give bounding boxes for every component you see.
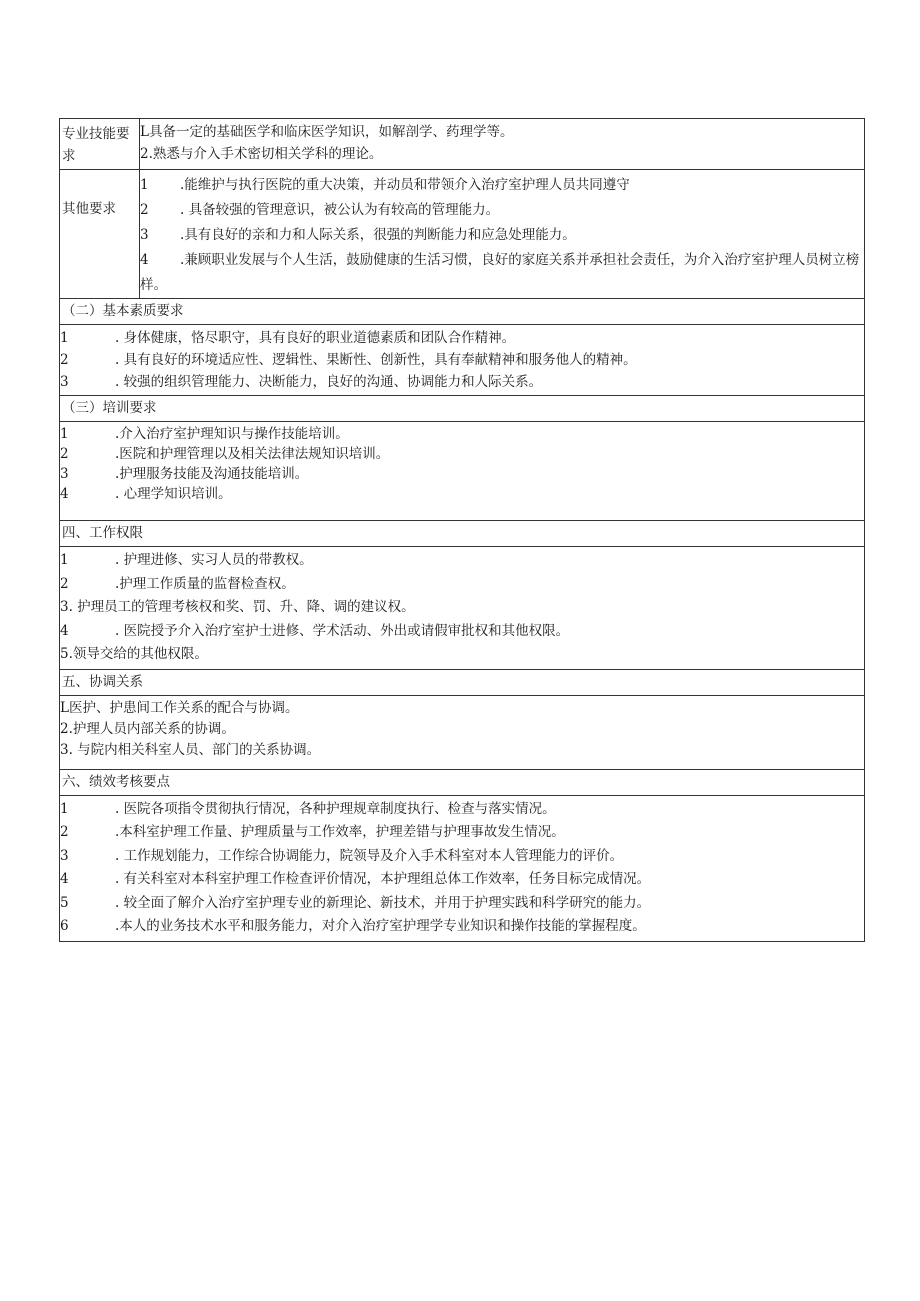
list-item: 5.领导交给的其他权限。 — [60, 646, 208, 662]
skills-line-1: L具备一定的基础医学和临床医学知识，如解剖学、药理学等。 — [140, 124, 514, 140]
list-item: L医护、护患间工作关系的配合与协调。 — [60, 699, 299, 716]
other-content — [140, 170, 865, 299]
list-item: 2 .本科室护理工作量、护理质量与工作效率，护理差错与护理事故发生情况。 — [60, 824, 565, 840]
quality-content — [60, 325, 865, 396]
training-row — [60, 422, 865, 521]
training-content — [60, 422, 865, 521]
list-item: 2 .护理工作质量的监督检查权。 — [60, 575, 295, 592]
list-item: 3 . 较强的组织管理能力、决断能力，良好的沟通、协调能力和人际关系。 — [60, 374, 543, 390]
list-item: 2 . 具备较强的管理意识，被公认为有较高的管理能力。 — [140, 202, 500, 218]
requirements-table — [59, 118, 865, 942]
list-item: 1 . 身体健康，恪尽职守，具有良好的职业道德素质和团队合作精神。 — [60, 330, 516, 346]
list-item: 3 . 工作规划能力，工作综合协调能力，院领导及介入手术科室对本人管理能力的评价。 — [60, 847, 624, 864]
list-item: 6 .本人的业务技术水平和服务能力，对介入治疗室护理学专业知识和操作技能的掌握程度。 — [60, 918, 646, 934]
performance-heading: 六、绩效考核要点 — [60, 769, 865, 795]
job-description-sheet — [59, 118, 864, 942]
list-item: 4 . 医院授予介入治疗室护士进修、学术活动、外出或请假审批权和其他权限。 — [60, 622, 570, 639]
coordination-row — [60, 695, 865, 769]
performance-heading-row — [60, 769, 865, 795]
list-item: 3 .护理服务技能及沟通技能培训。 — [60, 466, 309, 482]
coordination-heading: 五、协调关系 — [60, 669, 865, 695]
list-item: 2.护理人员内部关系的协调。 — [60, 720, 235, 737]
list-item: 1 .能维护与执行医院的重大决策，并动员和带领介入治疗室护理人员共同遵守 — [140, 177, 630, 193]
list-item: 4 . 有关科室对本科室护理工作检查评价情况，本护理组总体工作效率，任务目标完成情况。 — [60, 871, 651, 887]
skills-label: 专业技能要求 — [60, 119, 140, 170]
authority-content — [60, 547, 865, 670]
list-item: 2 . 具有良好的环境适应性、逻辑性、果断性、创新性，具有奉献精神和服务他人的精神。 — [60, 352, 637, 368]
quality-heading-row — [60, 299, 865, 325]
list-item: 3. 与院内相关科室人员、部门的关系协调。 — [60, 741, 321, 758]
skills-line-2: 2.熟悉与介入手术密切相关学科的理论。 — [140, 146, 383, 162]
list-item: 5 . 较全面了解介入治疗室护理专业的新理论、新技术，并用于护理实践和科学研究的能力。 — [60, 894, 651, 911]
authority-row — [60, 547, 865, 670]
coordination-content — [60, 695, 865, 769]
performance-content — [60, 795, 865, 941]
list-item: 1 .介入治疗室护理知识与操作技能培训。 — [60, 426, 349, 442]
list-item: 4 .兼顾职业发展与个人生活，鼓励健康的生活习惯，良好的家庭关系并承担社会责任，为介入治疗室护理人员树立榜样。 — [140, 252, 860, 293]
training-heading-row — [60, 396, 865, 422]
list-item: 1 . 医院各项指令贯彻执行情况，各种护理规章制度执行、检查与落实情况。 — [60, 800, 556, 817]
other-row — [60, 170, 865, 299]
list-item: 3 .具有良好的亲和力和人际关系，很强的判断能力和应急处理能力。 — [140, 227, 576, 243]
other-label: 其他要求 — [60, 170, 140, 299]
skills-content — [140, 119, 865, 170]
skills-row — [60, 119, 865, 170]
performance-row — [60, 795, 865, 941]
authority-heading-row — [60, 521, 865, 547]
authority-heading: 四、工作权限 — [60, 521, 865, 547]
list-item: 3. 护理员工的管理考核权和奖、罚、升、降、调的建议权。 — [60, 599, 415, 615]
quality-row — [60, 325, 865, 396]
coordination-heading-row — [60, 669, 865, 695]
quality-heading: （二）基本素质要求 — [60, 299, 865, 325]
list-item: 2 .医院和护理管理以及相关法律法规知识培训。 — [60, 446, 390, 462]
list-item: 4 . 心理学知识培训。 — [60, 486, 232, 502]
list-item: 1 . 护理进修、实习人员的带教权。 — [60, 552, 313, 568]
training-heading: （三）培训要求 — [60, 396, 865, 422]
